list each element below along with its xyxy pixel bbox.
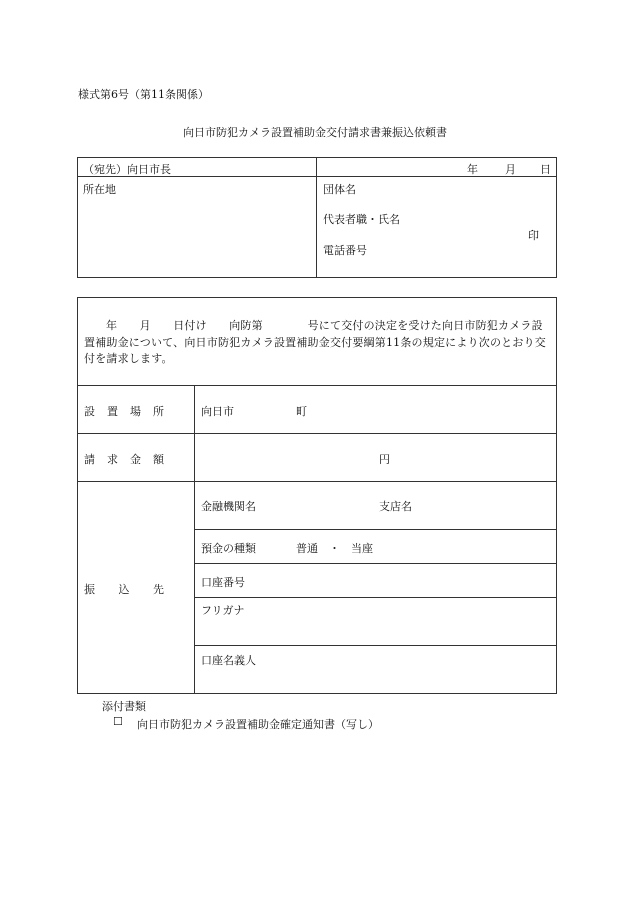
bank-label: 金融機関名 <box>201 500 256 513</box>
row-divider-5 <box>194 563 557 564</box>
date-month: 月 <box>505 163 516 176</box>
date-year: 年 <box>467 163 478 176</box>
attachments-heading: 添付書類 <box>102 700 146 713</box>
row-divider-4 <box>194 529 557 530</box>
row-divider-2 <box>77 433 557 434</box>
account-holder-label: 口座名義人 <box>201 654 256 667</box>
amount-label: 請 求 金 額 <box>84 453 165 466</box>
transfer-label: 振 込 先 <box>84 583 165 596</box>
address-label: 所在地 <box>83 183 116 196</box>
representative-label: 代表者職・氏名 <box>323 213 400 226</box>
addressee: （宛先）向日市長 <box>83 163 171 176</box>
row-divider-1 <box>77 385 557 386</box>
header-column-divider <box>316 157 317 278</box>
row-divider-7 <box>194 645 557 646</box>
phone-label: 電話番号 <box>323 244 367 257</box>
location-city: 向日市 <box>201 405 234 418</box>
branch-label: 支店名 <box>379 500 412 513</box>
location-label: 設 置 場 所 <box>84 405 165 418</box>
checkbox-icon[interactable]: ☐ <box>113 715 123 728</box>
amount-unit: 円 <box>379 453 390 466</box>
deposit-type-options: 普通 ・ 当座 <box>296 542 373 555</box>
seal-label: 印 <box>528 229 539 242</box>
request-paragraph: 年 月 日付け 向防第 号にて交付の決定を受けた向日市防犯カメラ設置補助金について、向日市防犯カメラ設置補助金交付要綱第11条の規定により次のとおり交付を請求します。 <box>84 319 546 365</box>
label-column-divider <box>194 385 195 694</box>
row-divider-6 <box>194 597 557 598</box>
page-title: 向日市防犯カメラ設置補助金交付請求書兼振込依頼書 <box>183 126 447 139</box>
org-name-label: 団体名 <box>323 183 356 196</box>
location-town: 町 <box>296 405 307 418</box>
account-number-label: 口座番号 <box>201 576 245 589</box>
attachment-item: 向日市防犯カメラ設置補助金確定通知書（写し） <box>137 718 379 731</box>
furigana-label: フリガナ <box>201 604 245 617</box>
date-day: 日 <box>540 163 551 176</box>
row-divider-3 <box>77 481 557 482</box>
form-number: 様式第6号（第11条関係） <box>78 88 209 101</box>
deposit-type-label: 預金の種類 <box>201 542 256 555</box>
